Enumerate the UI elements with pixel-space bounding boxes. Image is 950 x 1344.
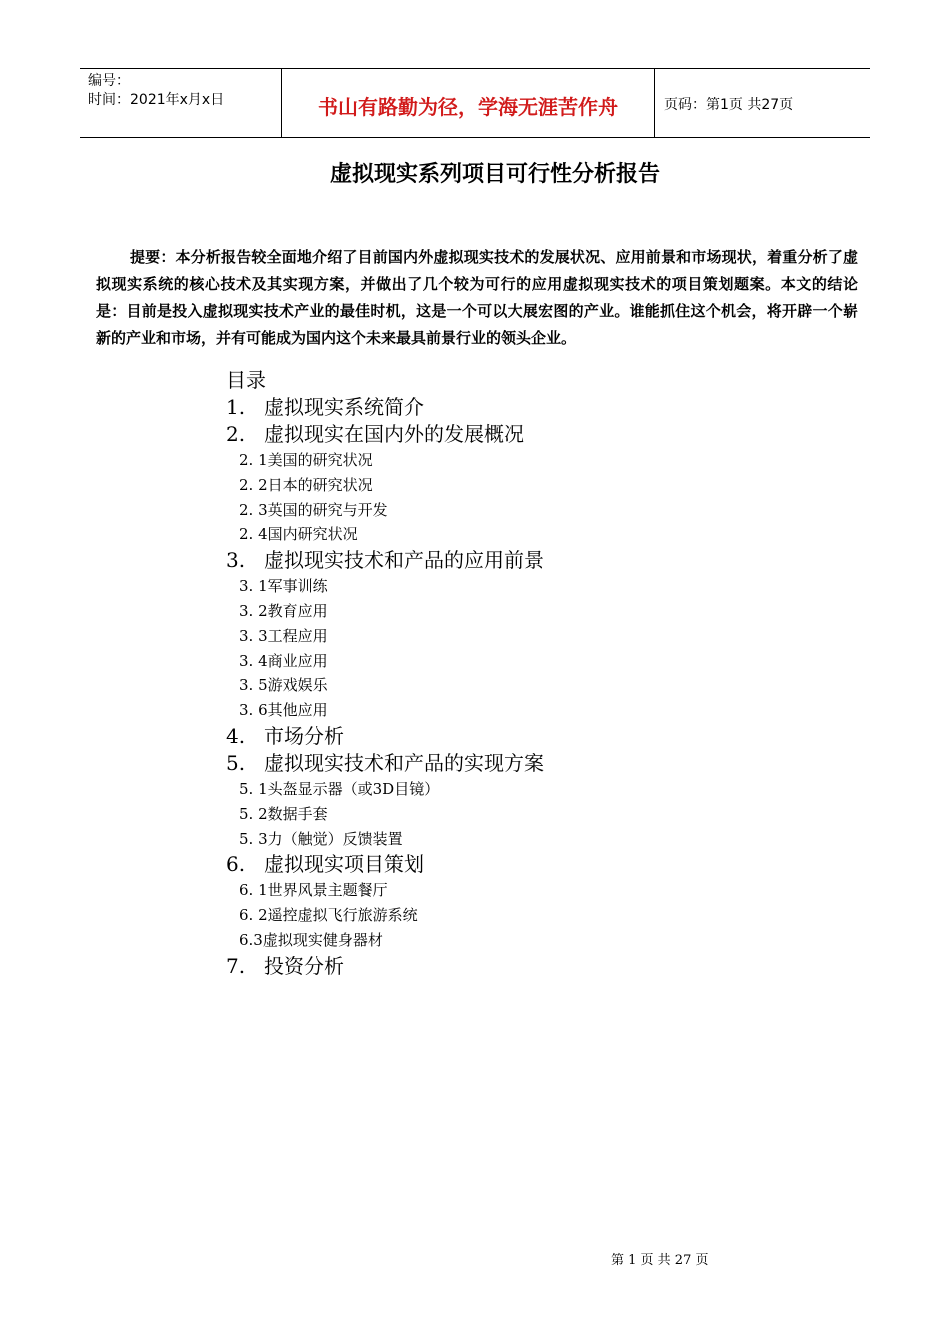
header-meta bbox=[88, 72, 278, 110]
document-title: 虚拟现实系列项目可行性分析报告 bbox=[329, 162, 660, 187]
toc-chapter-number: 5. bbox=[226, 750, 246, 775]
abstract-paragraph: 提要：本分析报告较全面地介绍了目前国内外虚拟现实技术的发展状况、应用前景和市场现状，着重分析了虚拟现实系统的核心技术及其实现方案，并做出了几个较为可行的应用虚拟现实技术的项目策划题案。本文的结论是：目前是投入虚拟现实技术产业的最佳时机，这是一个可以大展宏图的产业。谁能抓住这个机会，将开辟一个崭新的产业和市场，并有可能成为国内这个未来最具前景行业的领头企业。 bbox=[96, 248, 858, 347]
toc-chapter-title: 投资分析 bbox=[264, 953, 344, 978]
toc-section: 5. 1头盔显示器（或3D目镜） bbox=[239, 779, 440, 798]
toc-chapter-title: 市场分析 bbox=[264, 723, 344, 748]
toc-chapter bbox=[226, 750, 544, 777]
toc-section: 3. 6其他应用 bbox=[239, 701, 328, 720]
page-footer: 第 1 页 共 27 页 bbox=[611, 1253, 709, 1268]
toc-chapter bbox=[226, 851, 544, 878]
toc-section: 6. 2遥控虚拟飞行旅游系统 bbox=[239, 906, 418, 925]
toc-chapter-title: 虚拟现实项目策划 bbox=[264, 852, 424, 877]
toc-chapter-number: 2. bbox=[226, 422, 246, 446]
toc-chapter bbox=[226, 394, 544, 421]
toc-chapter-number: 6. bbox=[226, 852, 246, 877]
toc-chapter-title: 虚拟现实系统简介 bbox=[264, 395, 424, 419]
toc-section: 3. 4商业应用 bbox=[239, 651, 328, 670]
time-label: 时间：2021年x月x日 bbox=[88, 92, 225, 108]
toc-section: 2. 3英国的研究与开发 bbox=[239, 500, 388, 519]
toc-section: 2. 4国内研究状况 bbox=[239, 525, 358, 544]
toc-chapter-title: 虚拟现实在国内外的发展概况 bbox=[264, 422, 524, 446]
toc-chapter bbox=[226, 421, 544, 448]
table-of-contents bbox=[226, 366, 544, 980]
toc-chapter bbox=[226, 547, 544, 574]
toc-section: 3. 2教育应用 bbox=[239, 601, 328, 620]
toc-section: 2. 1美国的研究状况 bbox=[239, 451, 373, 469]
header-page-info: 页码：第1页 共27页 bbox=[664, 97, 794, 113]
toc-chapter-number: 7. bbox=[226, 953, 246, 978]
toc-section: 5. 3力（触觉）反馈装置 bbox=[239, 829, 403, 848]
toc-chapter bbox=[226, 953, 544, 980]
toc-section: 2. 2日本的研究状况 bbox=[239, 475, 373, 494]
toc-heading: 目录 bbox=[226, 368, 266, 392]
toc-chapter-title: 虚拟现实技术和产品的实现方案 bbox=[264, 750, 544, 775]
page-header bbox=[80, 68, 870, 138]
toc-section: 5. 2数据手套 bbox=[239, 804, 328, 823]
header-divider bbox=[654, 69, 655, 137]
toc-chapter-number: 3. bbox=[226, 548, 246, 573]
toc-section: 3. 5游戏娱乐 bbox=[239, 676, 328, 695]
toc-chapter-number: 1. bbox=[226, 395, 246, 419]
header-motto: 书山有路勤为径，学海无涯苦作舟 bbox=[318, 95, 618, 119]
number-label: 编号： bbox=[88, 73, 130, 89]
toc-section: 3. 3工程应用 bbox=[239, 626, 328, 645]
toc-section: 3. 1军事训练 bbox=[239, 577, 328, 596]
toc-chapter-title: 虚拟现实技术和产品的应用前景 bbox=[264, 548, 544, 573]
toc-section: 6. 1世界风景主题餐厅 bbox=[239, 881, 388, 900]
toc-chapter-number: 4. bbox=[226, 723, 246, 748]
toc-section: 6.3虚拟现实健身器材 bbox=[239, 930, 383, 949]
toc-chapter bbox=[226, 723, 544, 750]
